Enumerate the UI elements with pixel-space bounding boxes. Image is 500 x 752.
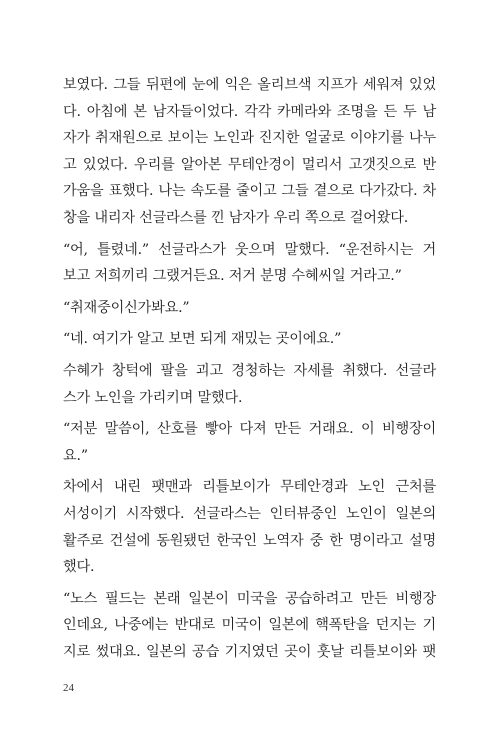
text-line: 요.” (63, 447, 88, 464)
text-line: “네. 여기가 알고 보면 되게 재밌는 곳이에요.” (63, 331, 342, 348)
text-line: 다. 아침에 본 남자들이었다. 각각 카메라와 조명을 든 두 남 (63, 103, 436, 120)
text-line: “저분 말씀이, 산호를 빻아 다져 만든 거래요. 이 비행장이 (63, 421, 436, 438)
text-line: 가움을 표했다. 나는 속도를 줄이고 그들 곁으로 다가갔다. 차 (63, 183, 436, 200)
text-line: “취재중이신가봐요.” (63, 299, 190, 316)
text-line: 창을 내리자 선글라스를 낀 남자가 우리 쪽으로 걸어왔다. (63, 209, 409, 226)
text-line: 자가 취재원으로 보이는 노인과 진지한 얼굴로 이야기를 나누 (63, 130, 436, 147)
text-line: 수혜가 창턱에 팔을 괴고 경청하는 자세를 취했다. 선글라 (63, 362, 436, 379)
text-line: 인데요, 나중에는 반대로 미국이 일본에 핵폭탄을 던지는 기 (63, 617, 436, 634)
text-line: 보였다. 그들 뒤편에 눈에 익은 올리브색 지프가 세워져 있었 (63, 77, 436, 93)
text-line: 보고 저희끼리 그랬거든요. 저거 분명 수혜씨일 거라고.” (63, 268, 402, 285)
page-number: 24 (63, 682, 74, 694)
text-line: 했다. (63, 559, 95, 576)
text-line: “노스 필드는 본래 일본이 미국을 공습하려고 만든 비행장 (63, 590, 436, 607)
text-line: 스가 노인을 가리키며 말했다. (63, 389, 243, 406)
text-line: 차에서 내린 팻맨과 리틀보이가 무테안경과 노인 근처를 (63, 479, 436, 496)
text-line: 서성이기 시작했다. 선글라스는 인터뷰중인 노인이 일본의 (63, 505, 436, 522)
text-line: 활주로 건설에 동원됐던 한국인 노역자 중 한 명이라고 설명 (63, 532, 436, 549)
text-line: 고 있었다. 우리를 알아본 무테안경이 멀리서 고갯짓으로 반 (63, 156, 436, 173)
text-line: 지로 썼대요. 일본의 공습 기지였던 곳이 훗날 리틀보이와 팻 (63, 643, 436, 660)
body-text (63, 72, 436, 665)
text-line: “어, 틀렸네.” 선글라스가 웃으며 말했다. “운전하시는 거 (63, 241, 436, 258)
